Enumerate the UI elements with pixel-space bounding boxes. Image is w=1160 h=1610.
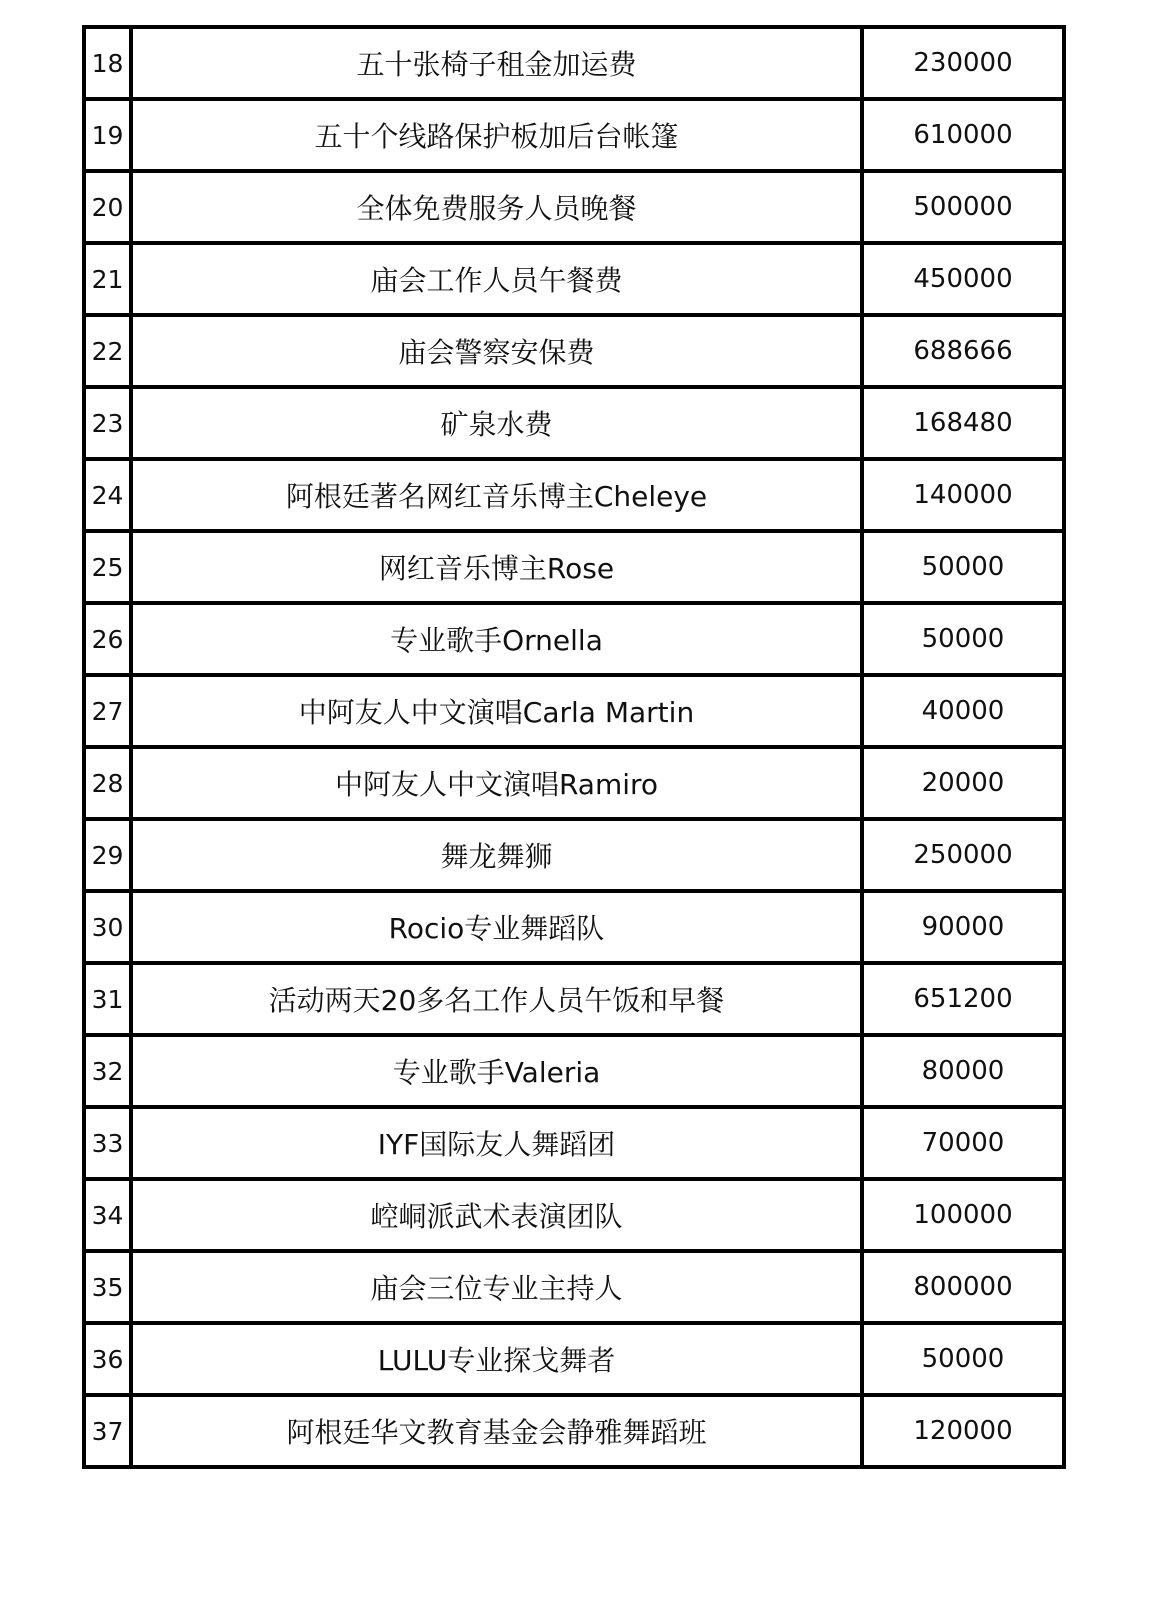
item-description: 阿根廷华文教育基金会静雅舞蹈班 xyxy=(131,1395,862,1467)
table-row xyxy=(84,747,1064,819)
item-amount: 20000 xyxy=(862,747,1064,819)
item-description: 中阿友人中文演唱Ramiro xyxy=(131,747,862,819)
item-amount: 610000 xyxy=(862,99,1064,171)
row-number: 29 xyxy=(84,819,131,891)
row-number: 25 xyxy=(84,531,131,603)
row-number: 23 xyxy=(84,387,131,459)
row-number: 26 xyxy=(84,603,131,675)
table-row xyxy=(84,1251,1064,1323)
item-description: 庙会三位专业主持人 xyxy=(131,1251,862,1323)
table-row xyxy=(84,387,1064,459)
item-amount: 120000 xyxy=(862,1395,1064,1467)
table-row xyxy=(84,963,1064,1035)
row-number: 31 xyxy=(84,963,131,1035)
row-number: 22 xyxy=(84,315,131,387)
item-amount: 500000 xyxy=(862,171,1064,243)
table-row xyxy=(84,1179,1064,1251)
item-description: Rocio专业舞蹈队 xyxy=(131,891,862,963)
item-amount: 100000 xyxy=(862,1179,1064,1251)
row-number: 33 xyxy=(84,1107,131,1179)
item-description: IYF国际友人舞蹈团 xyxy=(131,1107,862,1179)
row-number: 20 xyxy=(84,171,131,243)
row-number: 34 xyxy=(84,1179,131,1251)
expense-table xyxy=(82,25,1066,1469)
table-row xyxy=(84,675,1064,747)
table-row xyxy=(84,531,1064,603)
item-description: 全体免费服务人员晚餐 xyxy=(131,171,862,243)
item-description: 矿泉水费 xyxy=(131,387,862,459)
item-amount: 800000 xyxy=(862,1251,1064,1323)
item-amount: 651200 xyxy=(862,963,1064,1035)
table-row xyxy=(84,243,1064,315)
table-row xyxy=(84,819,1064,891)
item-amount: 168480 xyxy=(862,387,1064,459)
row-number: 32 xyxy=(84,1035,131,1107)
item-amount: 50000 xyxy=(862,531,1064,603)
table-row xyxy=(84,99,1064,171)
row-number: 27 xyxy=(84,675,131,747)
item-description: 阿根廷著名网红音乐博主Cheleye xyxy=(131,459,862,531)
row-number: 28 xyxy=(84,747,131,819)
item-description: 专业歌手Valeria xyxy=(131,1035,862,1107)
table-row xyxy=(84,1035,1064,1107)
item-amount: 688666 xyxy=(862,315,1064,387)
table-row xyxy=(84,27,1064,99)
item-amount: 50000 xyxy=(862,1323,1064,1395)
item-amount: 50000 xyxy=(862,603,1064,675)
item-amount: 450000 xyxy=(862,243,1064,315)
row-number: 35 xyxy=(84,1251,131,1323)
table-row xyxy=(84,171,1064,243)
table-row xyxy=(84,603,1064,675)
row-number: 37 xyxy=(84,1395,131,1467)
item-description: 五十张椅子租金加运费 xyxy=(131,27,862,99)
row-number: 19 xyxy=(84,99,131,171)
item-description: 活动两天20多名工作人员午饭和早餐 xyxy=(131,963,862,1035)
row-number: 24 xyxy=(84,459,131,531)
item-amount: 230000 xyxy=(862,27,1064,99)
item-amount: 40000 xyxy=(862,675,1064,747)
item-description: 网红音乐博主Rose xyxy=(131,531,862,603)
table-row xyxy=(84,315,1064,387)
item-amount: 70000 xyxy=(862,1107,1064,1179)
item-description: LULU专业探戈舞者 xyxy=(131,1323,862,1395)
item-description: 专业歌手Ornella xyxy=(131,603,862,675)
item-amount: 80000 xyxy=(862,1035,1064,1107)
row-number: 21 xyxy=(84,243,131,315)
item-amount: 90000 xyxy=(862,891,1064,963)
item-description: 崆峒派武术表演团队 xyxy=(131,1179,862,1251)
item-description: 庙会警察安保费 xyxy=(131,315,862,387)
table-row xyxy=(84,1323,1064,1395)
item-amount: 140000 xyxy=(862,459,1064,531)
row-number: 36 xyxy=(84,1323,131,1395)
table-row xyxy=(84,891,1064,963)
item-description: 中阿友人中文演唱Carla Martin xyxy=(131,675,862,747)
table-row xyxy=(84,1395,1064,1467)
table-row xyxy=(84,459,1064,531)
item-description: 庙会工作人员午餐费 xyxy=(131,243,862,315)
item-description: 舞龙舞狮 xyxy=(131,819,862,891)
table-row xyxy=(84,1107,1064,1179)
item-description: 五十个线路保护板加后台帐篷 xyxy=(131,99,862,171)
row-number: 30 xyxy=(84,891,131,963)
item-amount: 250000 xyxy=(862,819,1064,891)
row-number: 18 xyxy=(84,27,131,99)
expense-table-body xyxy=(84,27,1064,1467)
